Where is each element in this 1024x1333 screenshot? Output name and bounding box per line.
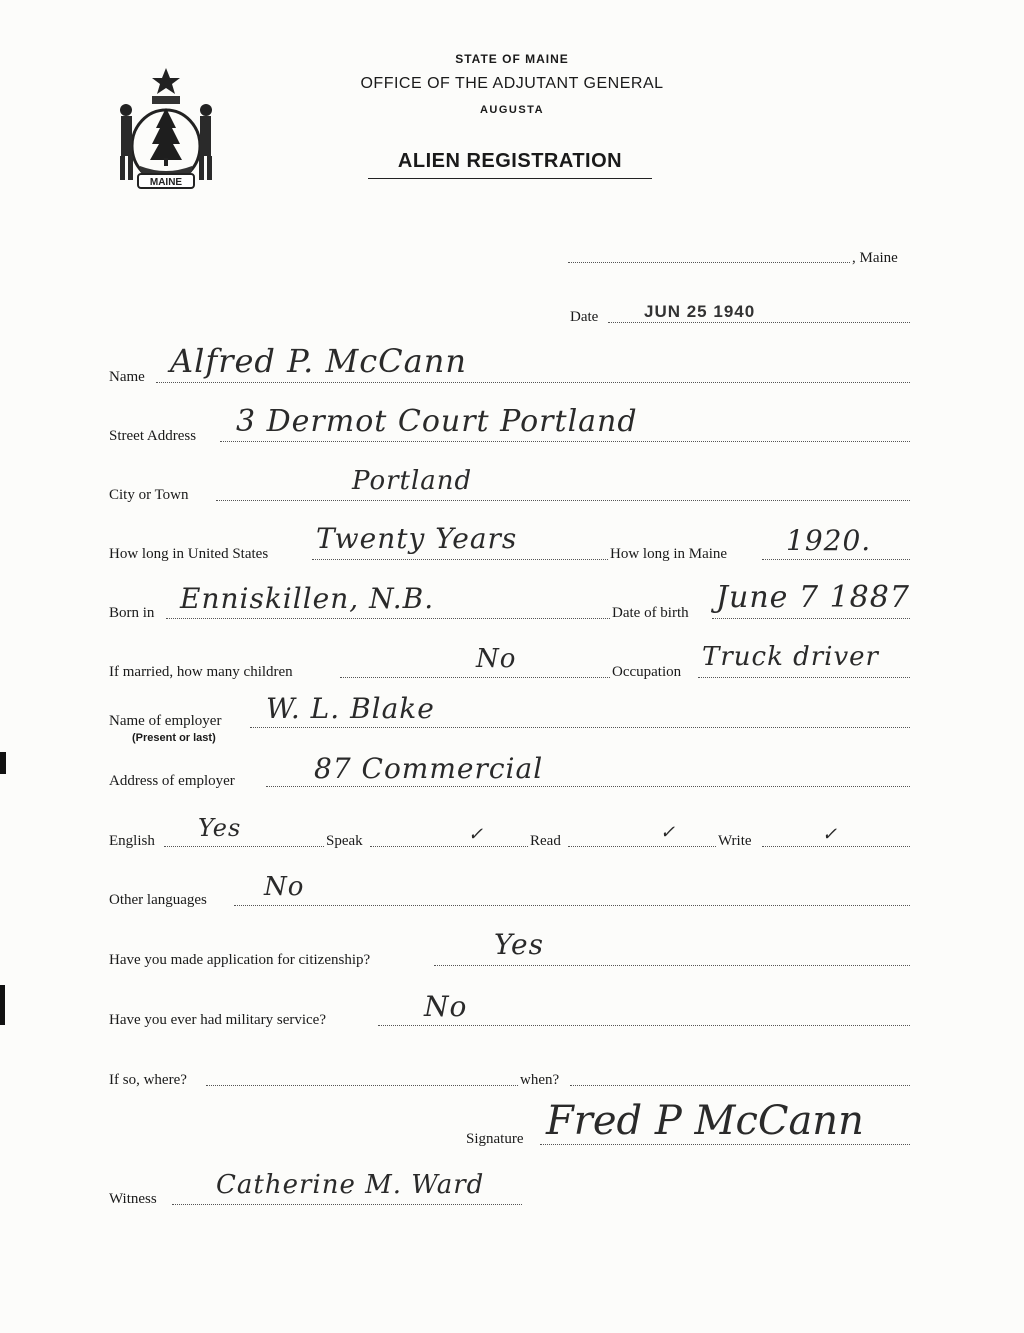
employer-sublabel: (Present or last) (132, 732, 216, 744)
maine-duration-value: 1920. (786, 524, 872, 557)
us-duration-line (312, 559, 608, 560)
citizenship-value: Yes (494, 928, 544, 961)
where-line (206, 1085, 518, 1086)
birthplace-label: Born in (109, 605, 155, 621)
street-value: 3 Dermot Court Portland (236, 404, 638, 439)
birthdate-line (712, 618, 910, 619)
speak-check: ✓ (468, 824, 485, 845)
citizenship-label: Have you made application for citizenship? (109, 952, 371, 968)
military-value: No (424, 990, 468, 1023)
maine-duration-line (762, 559, 910, 560)
us-duration-label: How long in United States (109, 546, 269, 562)
birthplace-value: Enniskillen, N.B. (180, 582, 435, 615)
occupation-label: Occupation (612, 664, 682, 680)
scan-edge-mark (0, 752, 6, 774)
english-label: English (109, 833, 155, 849)
city-value: Portland (352, 466, 473, 496)
street-line (220, 441, 910, 442)
date-stamp: JUN 25 1940 (644, 302, 756, 321)
children-value: No (476, 644, 517, 674)
street-label: Street Address (109, 428, 197, 444)
read-check: ✓ (660, 822, 677, 843)
witness-label: Witness (109, 1191, 157, 1207)
speak-label: Speak (326, 833, 363, 849)
write-label: Write (718, 833, 752, 849)
when-label: when? (520, 1072, 560, 1088)
seal-text: MAINE (149, 177, 183, 188)
city-label: City or Town (109, 487, 189, 503)
signature-label: Signature (466, 1131, 524, 1147)
children-label: If married, how many children (109, 664, 293, 680)
children-line (340, 677, 610, 678)
title-underline (368, 178, 652, 179)
form-title: ALIEN REGISTRATION (397, 150, 623, 172)
office-heading: OFFICE OF THE ADJUTANT GENERAL (360, 75, 664, 92)
signature-value: Fred P McCann (546, 1098, 864, 1144)
city-heading: AUGUSTA (479, 104, 545, 116)
other-languages-value: No (264, 872, 305, 902)
witness-value: Catherine M. Ward (216, 1170, 485, 1200)
occupation-value: Truck driver (702, 642, 879, 672)
city-line (216, 500, 910, 501)
birthdate-value: June 7 1887 (716, 580, 910, 615)
name-value: Alfred P. McCann (170, 342, 467, 380)
when-line (570, 1085, 910, 1086)
where-label: If so, where? (109, 1072, 187, 1088)
place-line (568, 262, 850, 263)
read-line (568, 846, 716, 847)
occupation-line (698, 677, 910, 678)
citizenship-line (434, 965, 910, 966)
state-heading: STATE OF MAINE (455, 52, 569, 66)
date-label: Date (570, 309, 599, 325)
employer-address-label: Address of employer (109, 773, 235, 789)
place-suffix: , Maine (852, 250, 898, 266)
birthdate-label: Date of birth (612, 605, 689, 621)
english-line (164, 846, 324, 847)
other-languages-label: Other languages (109, 892, 207, 908)
birthplace-line (166, 618, 610, 619)
employer-value: W. L. Blake (266, 692, 435, 725)
military-line (378, 1025, 910, 1026)
scan-edge-mark (0, 985, 5, 1025)
english-value: Yes (198, 814, 242, 842)
maine-duration-label: How long in Maine (610, 546, 728, 562)
name-label: Name (109, 369, 145, 385)
employer-label: Name of employer (109, 713, 222, 729)
read-label: Read (530, 833, 561, 849)
employer-address-value: 87 Commercial (314, 752, 544, 785)
form-title-block (368, 150, 652, 173)
employer-line (250, 727, 910, 728)
write-line (762, 846, 910, 847)
military-label: Have you ever had military service? (109, 1012, 326, 1028)
signature-line (540, 1144, 910, 1145)
write-check: ✓ (822, 824, 839, 845)
employer-address-line (266, 786, 910, 787)
witness-line (172, 1204, 522, 1205)
us-duration-value: Twenty Years (316, 522, 518, 555)
speak-line (370, 846, 528, 847)
name-line (156, 382, 910, 383)
date-line (608, 322, 910, 323)
other-languages-line (234, 905, 910, 906)
